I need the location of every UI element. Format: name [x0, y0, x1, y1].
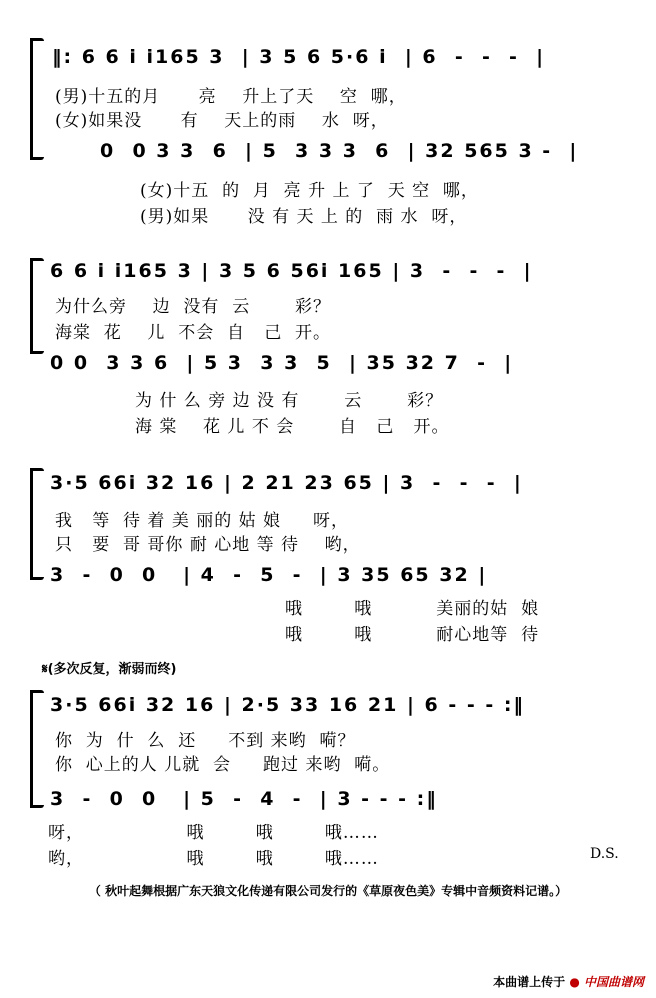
lower-lyric-2: 哦 哦 耐心地等 待 [285, 625, 540, 645]
system-brace [30, 468, 51, 580]
lower-lyric-1: (女)十五 的 月 亮 升 上 了 天 空 哪， [140, 181, 479, 201]
upper-lyric-1: 你 为 什 么 还 不到 来哟 嗬？ [55, 731, 356, 751]
upper-notes: ‖: 6 6 i i165 3 | 3 5 6 5·6 i | 6 - - - | [52, 46, 546, 68]
upper-lyric-2: (女)如果没 有 天上的雨 水 呀， [55, 111, 389, 131]
lower-lyric-2: 海 棠 花 儿 不 会 自 己 开。 [135, 417, 450, 437]
lower-lyric-1: 哦 哦 美丽的姑 娘 [285, 599, 540, 619]
system-brace [30, 258, 51, 354]
footer [493, 973, 644, 990]
system-brace [30, 38, 51, 160]
upper-notes: 3·5 66i 32 16 | 2·5 33 16 21 | 6 - - - :‖ [50, 694, 525, 716]
lower-lyric-2: (男)如果 没 有 天 上 的 雨 水 呀， [140, 207, 468, 227]
system-brace [30, 690, 51, 808]
lower-notes: 0 0 3 3 6 | 5 3 3 3 5 | 35 32 7 - | [50, 352, 514, 374]
upper-lyric-1: 为什么旁 边 没有 云 彩？ [55, 297, 332, 317]
upper-lyric-2: 海棠 花 儿 不会 自 己 开。 [55, 323, 332, 343]
upper-lyric-2: 只 要 哥 哥你 耐 心地 等 待 哟， [55, 535, 361, 555]
lower-lyric-1: 为 什 么 旁 边 没 有 云 彩？ [135, 391, 444, 411]
footer-prefix: 本曲谱上传于 [493, 975, 566, 989]
lower-lyric-1: 呀， 哦 哦 哦…… [48, 823, 379, 843]
lower-notes: 0 0 3 3 6 | 5 3 3 3 6 | 32 565 3 - | [100, 140, 579, 162]
ds-mark: D.S. [590, 846, 619, 862]
lower-notes: 3 - 0 0 | 5 - 4 - | 3 - - - :‖ [50, 788, 438, 810]
segno-instruction: 𝄋(多次反复，渐弱而终) [42, 662, 177, 677]
site-logo-icon: ● [569, 975, 580, 989]
footer-site[interactable]: 中国曲谱网 [583, 975, 644, 989]
upper-notes: 3·5 66i 32 16 | 2 21 23 65 | 3 - - - | [50, 472, 523, 494]
transcription-credit: （ 秋叶起舞根据广东天狼文化传递有限公司发行的《草原夜色美》专辑中音频资料记谱。） [88, 884, 568, 898]
upper-lyric-1: 我 等 待 着 美 丽的 姑 娘 呀， [55, 511, 350, 531]
upper-lyric-2: 你 心上的人 儿就 会 跑过 来哟 嗬。 [55, 755, 391, 775]
upper-notes: 6 6 i i165 3 | 3 5 6 56i 165 | 3 - - - | [50, 260, 533, 282]
lower-lyric-2: 哟， 哦 哦 哦…… [48, 849, 379, 869]
upper-lyric-1: (男)十五的月 亮 升上了天 空 哪， [55, 87, 407, 107]
lower-notes: 3 - 0 0 | 4 - 5 - | 3 35 65 32 | [50, 564, 488, 586]
